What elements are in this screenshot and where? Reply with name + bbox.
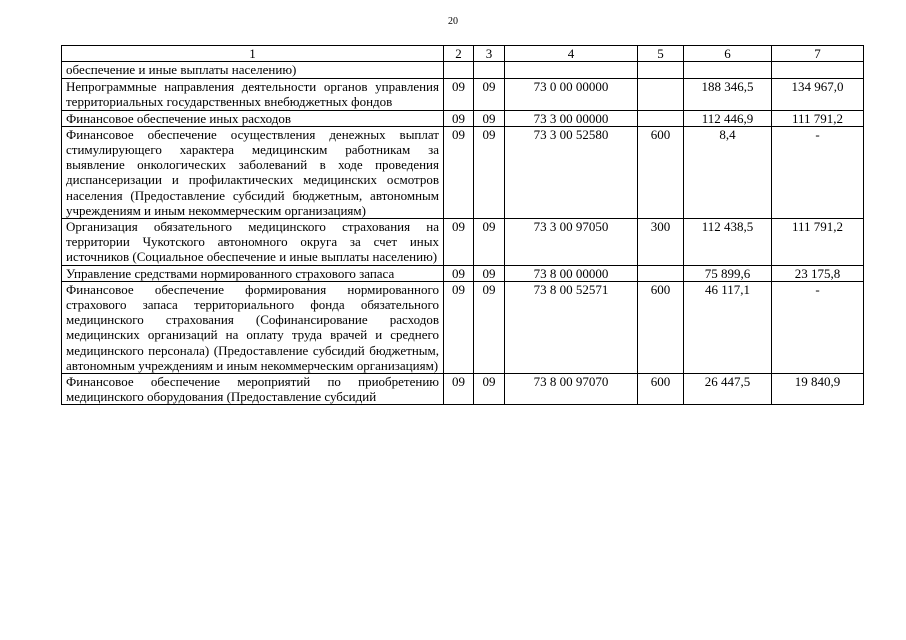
row-section [444,62,474,79]
row-name: обеспечение и иные выплаты населению) [62,62,444,79]
row-section: 09 [444,219,474,266]
row-amount-2: - [772,126,864,218]
header-col-2: 2 [444,46,474,62]
row-amount-1: 75 899,6 [684,265,772,281]
table-row [62,265,864,281]
row-target-article: 73 3 00 00000 [505,110,638,126]
row-amount-1: 188 346,5 [684,79,772,110]
row-name: Организация обязательного медицинского страхования на территории Чукотского автономного округа за счет иных источников (Социальное обеспечение и иные выплаты населению) [62,219,444,266]
row-amount-1: 46 117,1 [684,281,772,373]
row-section: 09 [444,265,474,281]
table-row [62,79,864,110]
row-target-article: 73 8 00 52571 [505,281,638,373]
row-amount-1 [684,62,772,79]
row-subsection: 09 [474,79,505,110]
header-col-4: 4 [505,46,638,62]
row-amount-1: 8,4 [684,126,772,218]
header-col-1: 1 [62,46,444,62]
row-subsection: 09 [474,281,505,373]
row-amount-2 [772,62,864,79]
row-name: Финансовое обеспечение формирования нормированного страхового запаса территориального фонда обязательного медицинского страхования (Софинансирование расходов медицинских организаций на оплату труда врачей и среднего медицинского персонала) (Предоставление субсидий бюджетным, автономным учреждениям и иным некоммерческим организациям) [62,281,444,373]
row-subsection: 09 [474,219,505,266]
row-name: Финансовое обеспечение иных расходов [62,110,444,126]
row-expense-type: 600 [638,281,684,373]
table-header-row [62,46,864,62]
row-amount-2: - [772,281,864,373]
header-col-7: 7 [772,46,864,62]
row-subsection [474,62,505,79]
row-amount-1: 112 446,9 [684,110,772,126]
table-row [62,62,864,79]
row-subsection: 09 [474,374,505,405]
table-row [62,126,864,218]
header-col-3: 3 [474,46,505,62]
row-expense-type: 300 [638,219,684,266]
row-target-article: 73 8 00 97070 [505,374,638,405]
budget-table [61,45,864,405]
row-section: 09 [444,126,474,218]
header-col-6: 6 [684,46,772,62]
row-section: 09 [444,281,474,373]
row-section: 09 [444,79,474,110]
table-row [62,374,864,405]
row-expense-type [638,265,684,281]
row-amount-2: 134 967,0 [772,79,864,110]
row-amount-2: 19 840,9 [772,374,864,405]
row-section: 09 [444,374,474,405]
row-amount-2: 111 791,2 [772,219,864,266]
row-expense-type [638,62,684,79]
row-amount-1: 112 438,5 [684,219,772,266]
row-subsection: 09 [474,110,505,126]
row-name: Непрограммные направления деятельности органов управления территориальных государственных внебюджетных фондов [62,79,444,110]
table-row [62,110,864,126]
row-amount-1: 26 447,5 [684,374,772,405]
header-col-5: 5 [638,46,684,62]
row-target-article: 73 0 00 00000 [505,79,638,110]
row-target-article [505,62,638,79]
page-number: 20 [448,16,458,27]
table-row [62,281,864,373]
row-target-article: 73 8 00 00000 [505,265,638,281]
row-target-article: 73 3 00 97050 [505,219,638,266]
row-section: 09 [444,110,474,126]
row-name: Финансовое обеспечение осуществления денежных выплат стимулирующего характера медицинским работникам за выявление онкологических заболеваний в ходе проведения диспансеризации и профилактических медицинских осмотров населения (Предоставление субсидий бюджетным, автономным учреждениям и иным некоммерческим организациям) [62,126,444,218]
row-subsection: 09 [474,126,505,218]
row-name: Финансовое обеспечение мероприятий по приобретению медицинского оборудования (Предоставление субсидий [62,374,444,405]
row-amount-2: 111 791,2 [772,110,864,126]
row-expense-type [638,110,684,126]
row-amount-2: 23 175,8 [772,265,864,281]
row-expense-type [638,79,684,110]
row-target-article: 73 3 00 52580 [505,126,638,218]
row-expense-type: 600 [638,126,684,218]
row-subsection: 09 [474,265,505,281]
table-row [62,219,864,266]
row-expense-type: 600 [638,374,684,405]
row-name: Управление средствами нормированного страхового запаса [62,265,444,281]
